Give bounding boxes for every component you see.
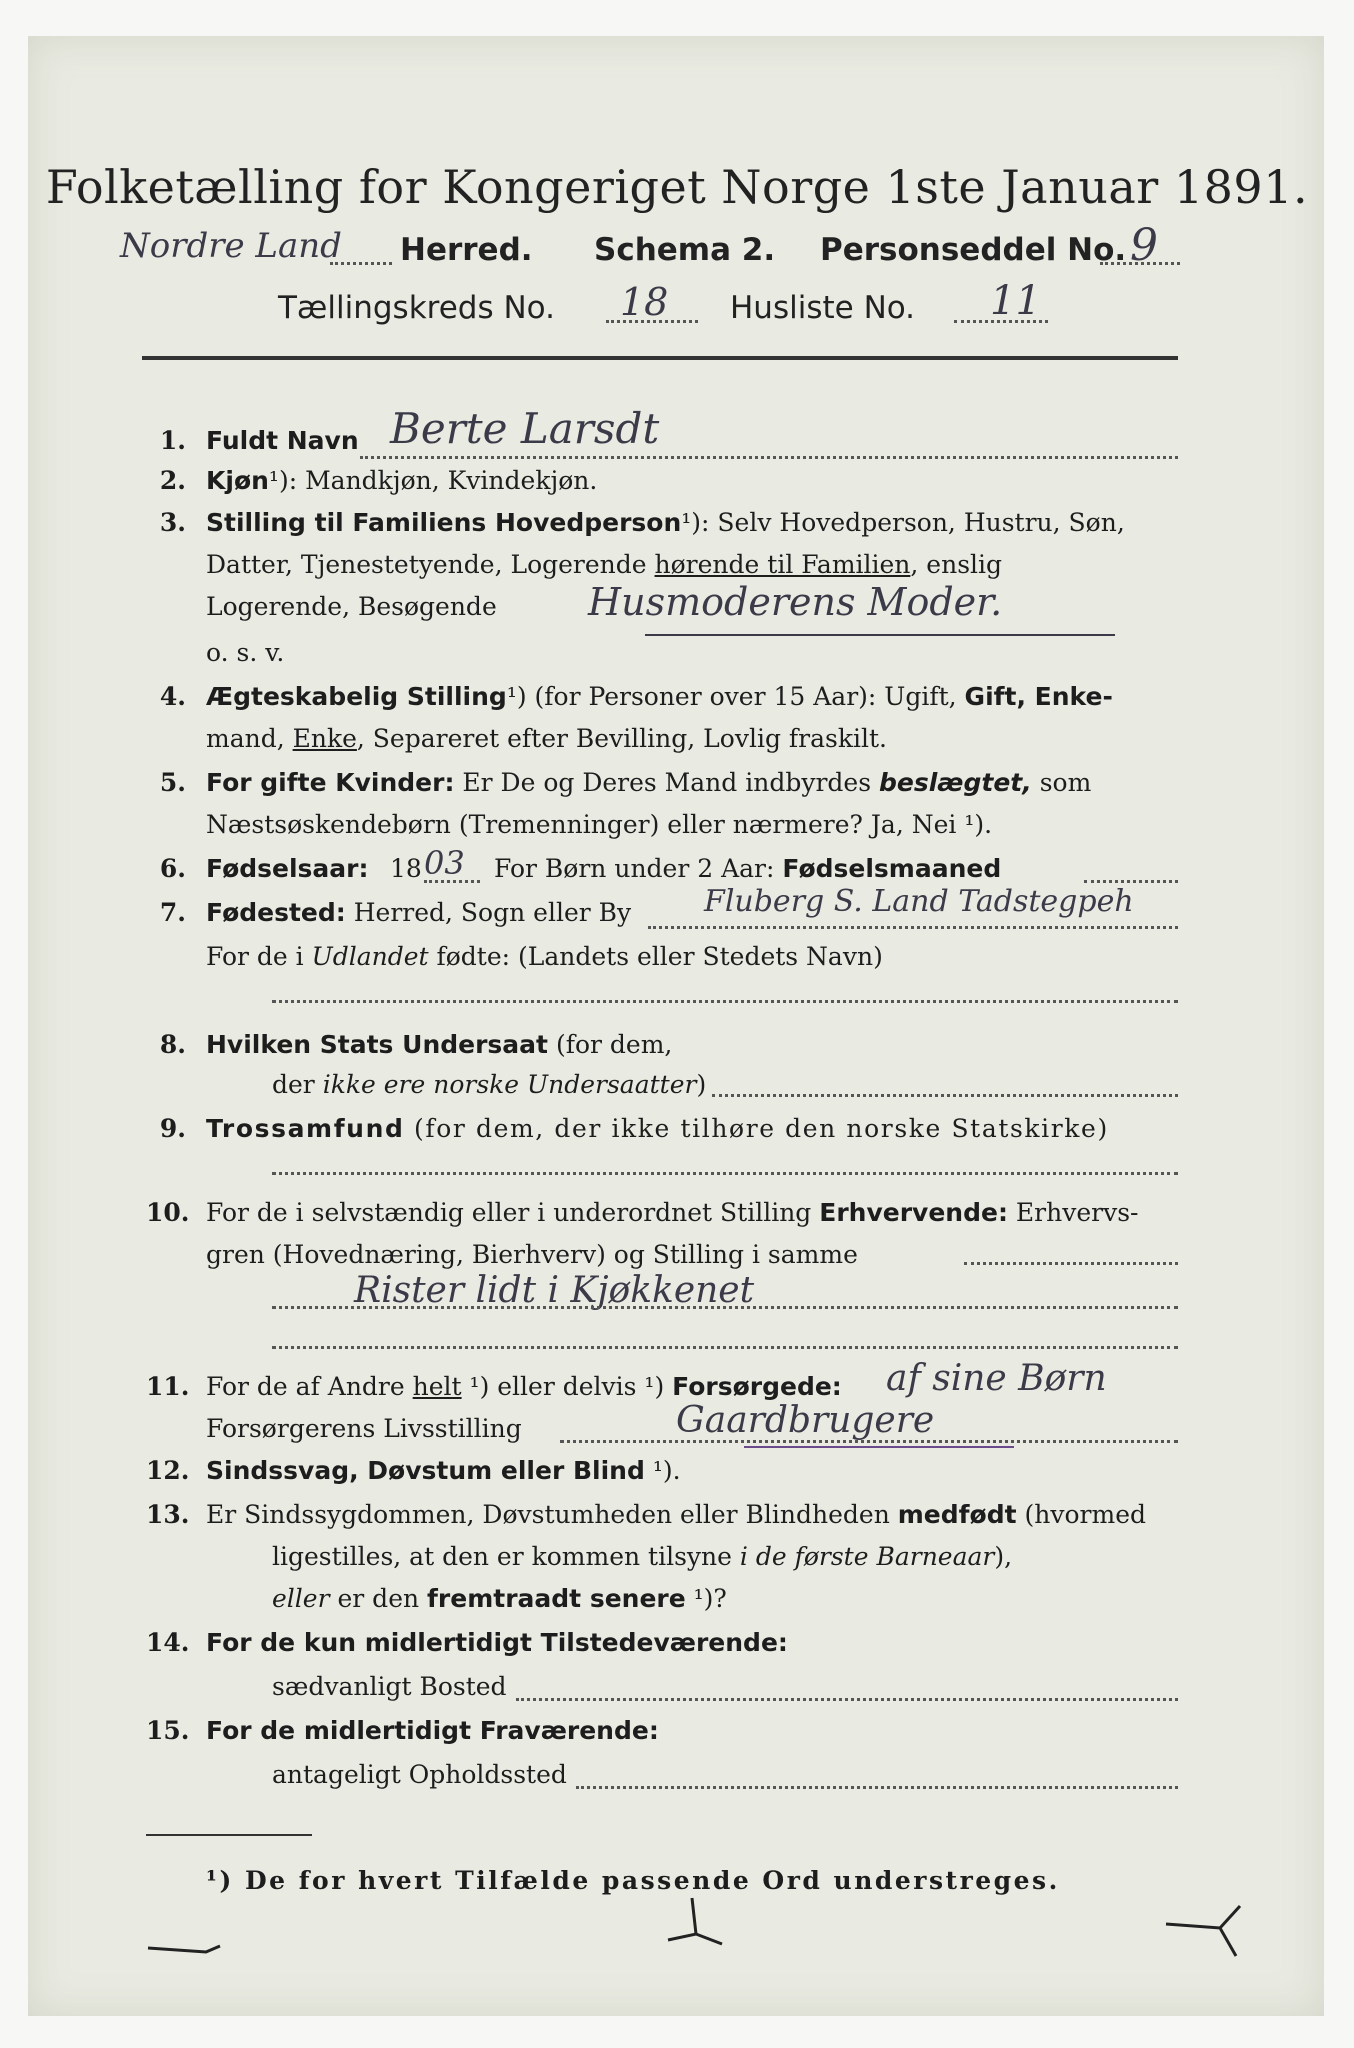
item-number: 11.	[146, 1372, 190, 1401]
q9-line	[206, 1114, 1176, 1143]
q14-label: For de kun midlertidigt Tilstedeværende:	[206, 1628, 788, 1657]
dotted-line	[1084, 880, 1178, 883]
q5-line-1	[206, 768, 1176, 797]
item-number: 9.	[159, 1114, 186, 1143]
q9-label: Trossamfund	[206, 1114, 405, 1143]
q15-label: For de midlertidigt Fraværende:	[206, 1716, 659, 1745]
personseddel-value: 9	[1130, 220, 1158, 271]
dotted-line	[272, 1000, 1178, 1003]
footnote-rule	[146, 1834, 312, 1836]
kreds-value: 18	[620, 280, 669, 324]
q4-text: , Separeret efter Bevilling, Lovlig fraskilt.	[356, 724, 887, 753]
q13-italic-text: eller	[272, 1584, 330, 1613]
dotted-line	[330, 262, 392, 265]
q7-text: Herred, Sogn eller By	[353, 898, 632, 927]
q12-text: ¹).	[644, 1456, 681, 1485]
q5-label: For gifte Kvinder:	[206, 768, 455, 797]
dotted-line	[272, 1172, 1178, 1175]
item-number: 5.	[159, 768, 186, 797]
pen-mark-icon	[662, 1890, 732, 1950]
q8-text: )	[696, 1070, 707, 1099]
q3-text: o. s. v.	[206, 638, 285, 667]
q6-text: For Børn under 2 Aar:	[494, 854, 783, 883]
q11-answer-1: af sine Børn	[886, 1358, 1107, 1399]
dotted-line	[576, 1786, 1178, 1789]
q5-text: som	[1031, 768, 1092, 797]
q11-text: For de af Andre	[206, 1372, 413, 1401]
q14-line-1	[206, 1628, 1176, 1657]
item-number: 14.	[146, 1628, 190, 1657]
q15-line-1	[206, 1716, 1176, 1745]
q8-text: (for dem,	[548, 1030, 673, 1059]
header-rule	[142, 356, 1178, 360]
q8-line-1	[206, 1030, 1176, 1059]
q10-label: Erhvervende:	[819, 1198, 1008, 1227]
q4-text: ¹) (for Personer over 15 Aar): Ugift,	[506, 682, 965, 711]
dotted-line	[272, 1346, 1178, 1349]
q11-answer-underline	[744, 1446, 1014, 1448]
q4-line-1	[206, 682, 1176, 711]
q3-underlined-text: hørende til Familien	[654, 550, 911, 579]
husliste-label: Husliste No.	[730, 290, 916, 326]
q3-text: Logerende, Besøgende	[206, 592, 497, 621]
q2-line	[206, 466, 1176, 495]
q7-line-2	[206, 942, 1176, 971]
q5-line-2	[206, 810, 1176, 839]
q14-text: sædvanligt Bosted	[272, 1672, 507, 1701]
form-title: Folketælling for Kongeriget Norge 1ste Januar 1891.	[45, 160, 1309, 214]
q13-fremtraadt: fremtraadt senere	[427, 1584, 686, 1613]
q14-line-2	[272, 1672, 1176, 1701]
item-number: 15.	[146, 1716, 190, 1745]
q11-answer-2: Gaardbrugere	[676, 1400, 935, 1441]
q3-answer: Husmoderens Moder.	[588, 580, 1003, 624]
q5-text: Næstsøskendebørn (Tremenninger) eller nærmere? Ja, Nei ¹).	[206, 810, 993, 839]
q7-text: For de i	[206, 942, 312, 971]
q12-label: Sindssvag, Døvstum eller Blind	[206, 1456, 645, 1485]
q4-text: mand,	[206, 724, 293, 753]
q3-line-4	[206, 638, 1176, 667]
item-number: 3.	[159, 508, 186, 537]
q13-line-1	[206, 1500, 1176, 1529]
item-number: 2.	[159, 466, 186, 495]
q12-line	[206, 1456, 1176, 1485]
q6-text-line	[494, 854, 1176, 883]
q7-answer: Fluberg S. Land Tadstegpeh	[704, 884, 1134, 919]
q3-text: ¹): Selv Hovedperson, Hustru, Søn,	[681, 508, 1125, 537]
q8-italic-text: ikke ere norske Undersaatter	[322, 1070, 697, 1099]
dotted-line	[516, 1698, 1178, 1701]
q3-answer-underline	[645, 634, 1115, 636]
item-number: 8.	[159, 1030, 186, 1059]
q13-text: ligestilles, at den er kommen tilsyne	[272, 1542, 740, 1571]
q11-text: Forsørgerens Livsstilling	[206, 1414, 522, 1443]
husliste-value: 11	[990, 278, 1041, 324]
pen-mark-icon	[1160, 1900, 1250, 1960]
q10-line-1	[206, 1198, 1176, 1227]
kreds-label: Tællingskreds No.	[278, 290, 555, 326]
item-number: 13.	[146, 1500, 190, 1529]
q5-beslaegtet: beslægtet,	[879, 768, 1032, 797]
q8-text: der	[272, 1070, 323, 1099]
item-number: 6.	[159, 854, 186, 883]
q2-text: ¹): Mandkjøn, Kvindekjøn.	[268, 466, 598, 495]
q11-text: ¹) eller delvis ¹)	[461, 1372, 673, 1401]
q13-italic-text: i de første Barneaar	[739, 1542, 995, 1571]
q13-medfodt: medfødt	[897, 1500, 1017, 1529]
dotted-line	[964, 1262, 1178, 1265]
q1-label: Fuldt Navn	[206, 426, 359, 455]
q13-line-3	[272, 1584, 1176, 1613]
dotted-line	[648, 926, 1178, 929]
q7-text: fødte: (Landets eller Stedets Navn)	[428, 942, 883, 971]
q3-text: Datter, Tjenestetyende, Logerende	[206, 550, 655, 579]
q13-text: er den	[329, 1584, 428, 1613]
q13-text: ¹)?	[685, 1584, 727, 1613]
q13-text: ),	[994, 1542, 1013, 1571]
q11-label: Forsørgede:	[672, 1372, 842, 1401]
q6-prefix: 18	[390, 854, 422, 883]
item-number: 1.	[159, 426, 186, 455]
q9-text: (for dem, der ikke tilhøre den norske Statskirke)	[404, 1114, 1109, 1143]
q6-label: Fødselsaar:	[206, 854, 369, 883]
q6-fodselsmaaned: Fødselsmaaned	[782, 854, 1002, 883]
q6-year: 03	[424, 844, 465, 882]
q1-answer: Berte Larsdt	[390, 404, 660, 453]
dotted-line	[712, 1094, 1178, 1097]
item-number: 4.	[159, 682, 186, 711]
q4-label: Ægteskabelig Stilling	[206, 682, 507, 711]
q1-line	[206, 426, 1176, 455]
dotted-line	[272, 1306, 1178, 1309]
q4-enke-underlined: Enke	[292, 724, 357, 753]
item-number: 12.	[146, 1456, 190, 1485]
q13-text: Er Sindssygdommen, Døvstumheden eller Blindheden	[206, 1500, 898, 1529]
herred-value: Nordre Land	[120, 226, 342, 266]
q11-helt-underlined: helt	[412, 1372, 462, 1401]
q10-answer: Rister lidt i Kjøkkenet	[354, 1270, 755, 1311]
dotted-line	[360, 456, 1178, 459]
q7-label: Fødested:	[206, 898, 346, 927]
q3-label: Stilling til Familiens Hovedperson	[206, 508, 682, 537]
item-number: 7.	[159, 898, 186, 927]
pen-mark-icon	[146, 1930, 226, 1970]
q13-text: (hvormed	[1016, 1500, 1146, 1529]
q10-text: gren (Hovednæring, Bierhverv) og Stilling i samme	[206, 1240, 858, 1269]
q13-line-2	[272, 1542, 1176, 1571]
q3-line-1	[206, 508, 1176, 537]
q15-line-2	[272, 1760, 1176, 1789]
q3-text: , enslig	[910, 550, 1003, 579]
q4-gift: Gift, Enke-	[964, 682, 1113, 711]
q2-label: Kjøn	[206, 466, 269, 495]
schema-label: Schema 2.	[594, 232, 776, 268]
q10-text: For de i selvstændig eller i underordnet Stilling	[206, 1198, 820, 1227]
q15-text: antageligt Opholdssted	[272, 1760, 567, 1789]
item-number: 10.	[146, 1198, 190, 1227]
personseddel-label: Personseddel No.	[820, 232, 1127, 268]
q5-text: Er De og Deres Mand indbyrdes	[454, 768, 879, 797]
q10-text: Erhvervs-	[1007, 1198, 1139, 1227]
q3-line-2	[206, 550, 1176, 579]
dotted-line	[424, 880, 480, 883]
q7-udlandet: Udlandet	[311, 942, 429, 971]
q4-line-2	[206, 724, 1176, 753]
herred-label: Herred.	[400, 232, 533, 268]
footnote: ¹) De for hvert Tilfælde passende Ord understreges.	[206, 1866, 1060, 1895]
q8-label: Undersaat	[402, 1030, 548, 1059]
q8-text: Hvilken Stats	[206, 1030, 403, 1059]
